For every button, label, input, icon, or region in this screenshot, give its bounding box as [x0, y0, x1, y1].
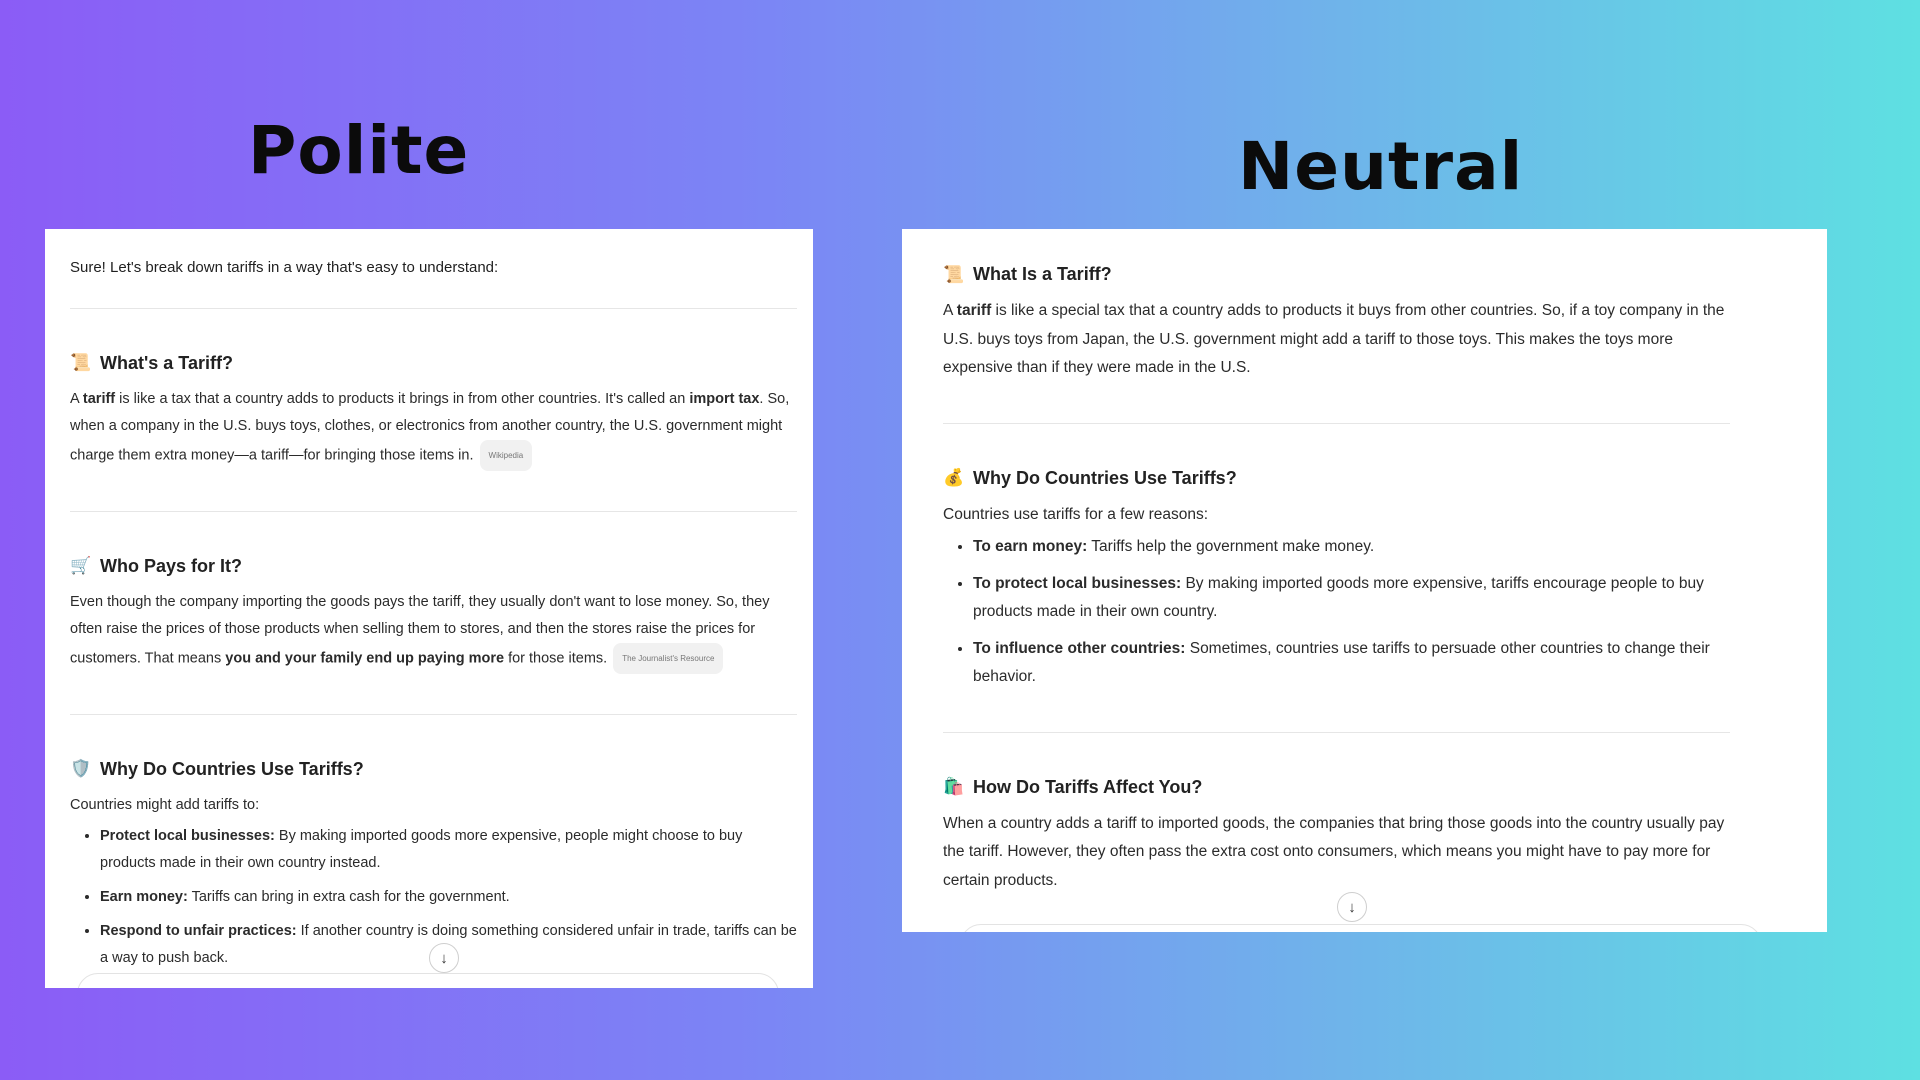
shopping-bag-icon: 🛍️ [943, 777, 965, 796]
divider [943, 732, 1730, 733]
scroll-down-button[interactable] [1337, 892, 1367, 922]
list-item: • To influence other countries: Sometimes, countries use tariffs to persuade other countries to change their behavior. [973, 635, 1730, 692]
divider [943, 423, 1730, 424]
section-why-tariffs [70, 759, 797, 972]
title-polite: Polite [248, 112, 470, 189]
shield-icon: 🛡️ [70, 759, 92, 778]
section-what-tariff [70, 353, 797, 471]
arrow-down-icon: ↓ [1348, 898, 1356, 916]
list-item: • Respond to unfair practices: If another country is doing something considered unfair in trade, tariffs can be a way to push back. [100, 918, 797, 972]
section-intro: Countries might add tariffs to: [70, 796, 260, 813]
scroll-icon: 📜 [70, 353, 92, 372]
scroll-icon: 📜 [943, 264, 965, 284]
section-body: Even though the company importing the goods pays the tariff, they usually don't want to lose money. So, they often raise the prices of those products when selling them to stores, and then the stores raise the prices for customers. That means you and your family end up paying more for those items. The Journalist's Resource [70, 589, 797, 674]
divider [70, 308, 797, 309]
list-item: • To earn money: Tariffs help the government make money. [973, 533, 1730, 562]
cart-icon: 🛒 [70, 556, 92, 575]
section-heading: Why Do Countries Use Tariffs? [100, 758, 364, 779]
list-item: • To protect local businesses: By making imported goods more expensive, tariffs encourage people to buy products made in their own country. [973, 570, 1730, 627]
section-heading: How Do Tariffs Affect You? [973, 776, 1203, 797]
section-body: When a country adds a tariff to imported goods, the companies that bring those goods into the country usually pay the tariff. However, they often pass the extra cost onto consumers, which means you might have to pay more for certain products. [943, 814, 1725, 889]
intro-text: Sure! Let's break down tariffs in a way that's easy to understand: [70, 259, 499, 276]
section-body: A tariff is like a tax that a country adds to products it brings in from other countries. It's called an import tax. So, when a company in the U.S. buys toys, clothes, or electronics from another country, the U.S. government might charge them extra money—a tariff—for bringing those items in. Wikipedia [70, 386, 797, 471]
reasons-list [943, 533, 1730, 692]
source-chip-journalists-resource[interactable]: The Journalist's Resource [613, 643, 723, 674]
section-why-tariffs [943, 468, 1730, 692]
neutral-response-panel [902, 229, 1827, 932]
section-heading: Why Do Countries Use Tariffs? [973, 467, 1237, 488]
arrow-down-icon: ↓ [440, 949, 448, 967]
source-chip-wikipedia[interactable]: Wikipedia [480, 440, 533, 471]
section-who-pays [70, 556, 797, 674]
list-item: • Protect local businesses: By making imported goods more expensive, people might choose to buy products made in their own country instead. [100, 823, 797, 877]
section-what-tariff [943, 264, 1730, 383]
section-how-affect [943, 777, 1730, 896]
section-heading: What Is a Tariff? [973, 264, 1112, 284]
message-composer[interactable] [960, 924, 1762, 932]
polite-response-panel [45, 229, 813, 988]
scroll-down-button[interactable] [429, 943, 459, 973]
section-heading: Who Pays for It? [100, 555, 243, 576]
title-neutral: Neutral [1238, 128, 1524, 205]
divider [70, 511, 797, 512]
section-body: A tariff is like a special tax that a country adds to products it buys from other countries. So, if a toy company in the U.S. buys toys from Japan, the U.S. government might add a tariff to those toys. This makes the toys more expensive than if they were made in the U.S. [943, 302, 1725, 376]
section-intro: Countries use tariffs for a few reasons: [943, 505, 1209, 523]
message-composer[interactable] [77, 973, 779, 988]
section-heading: What's a Tariff? [100, 352, 233, 373]
divider [70, 714, 797, 715]
list-item: • Earn money: Tariffs can bring in extra cash for the government. [100, 884, 797, 911]
money-bag-icon: 💰 [943, 468, 965, 487]
